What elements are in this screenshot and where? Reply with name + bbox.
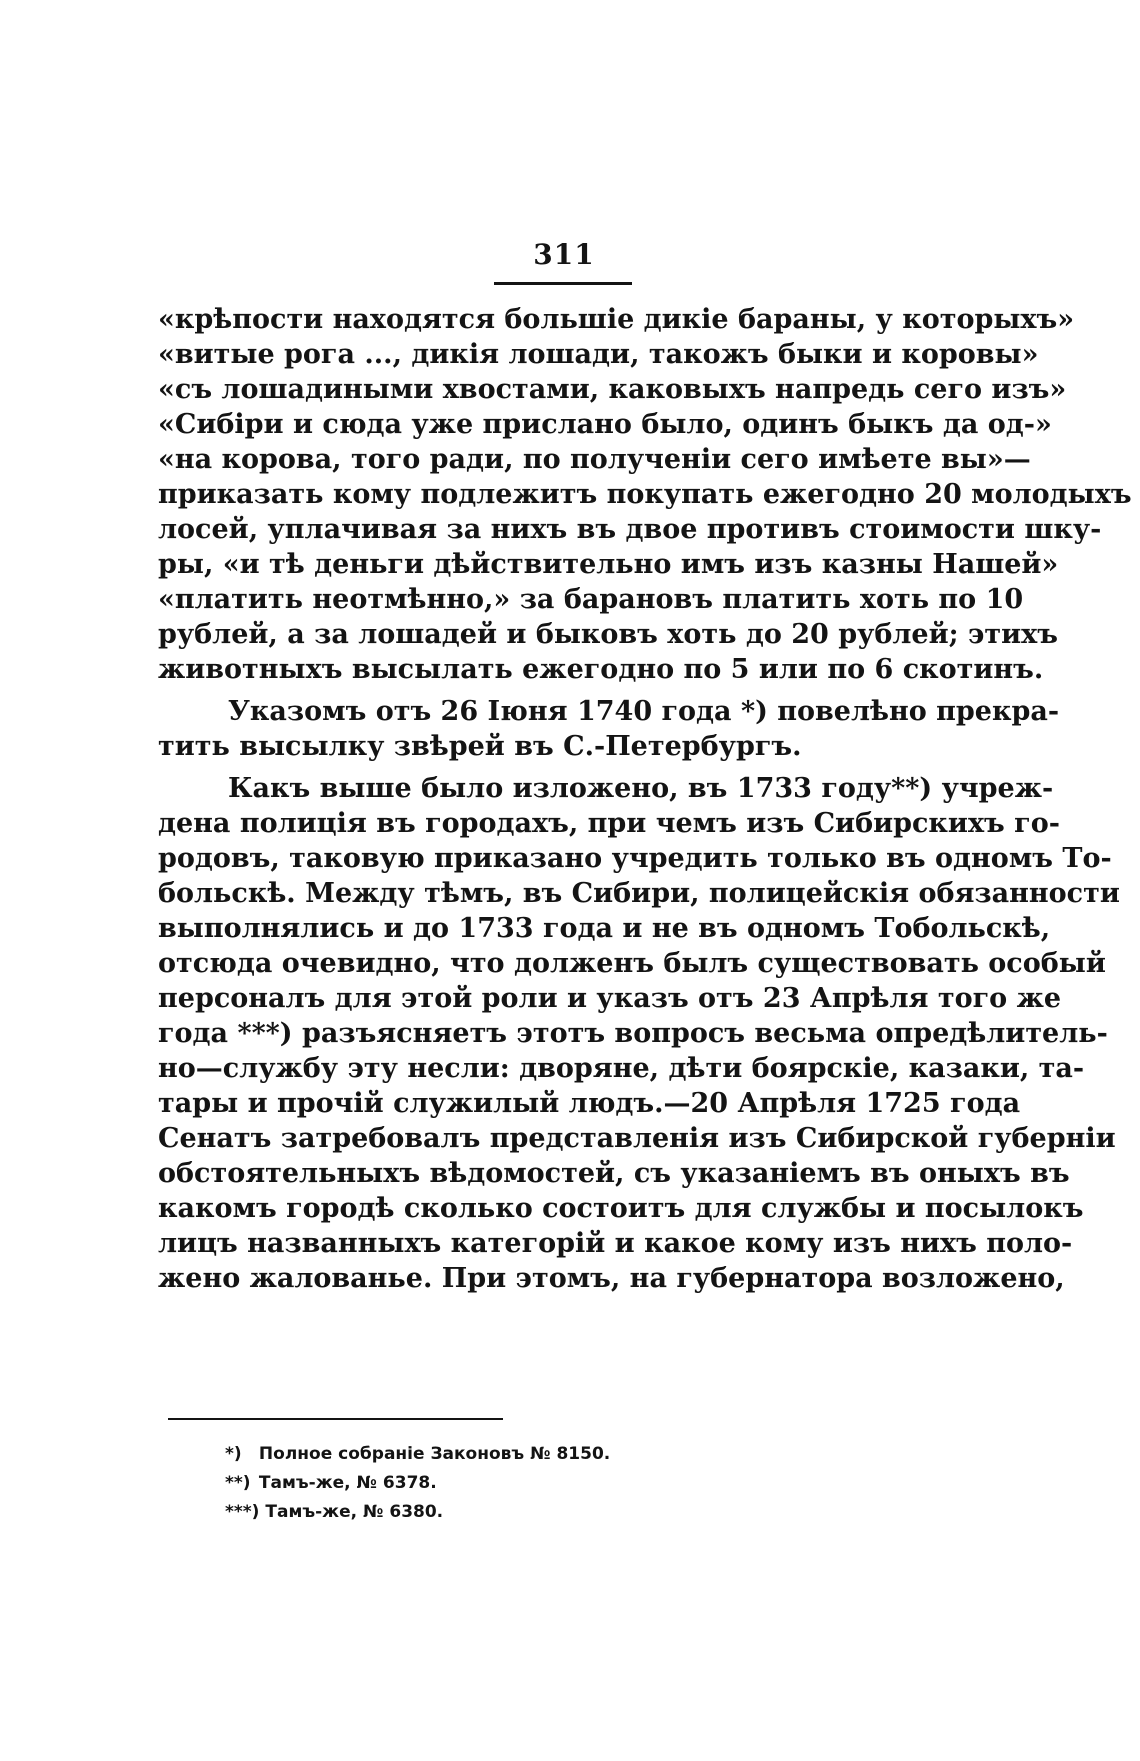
paragraph	[158, 302, 1132, 687]
page-number: 311	[533, 238, 595, 271]
text-line: «съ лошадиными хвостами, каковыхъ напредь сего изъ»	[158, 374, 1067, 405]
text-line: «платить неотмѣнно,» за барановъ платить хоть по 10	[158, 584, 1024, 615]
header-rule	[494, 282, 632, 285]
footnote-marker: ***)	[225, 1502, 260, 1522]
text-line: «на корова, того ради, по полученіи сего имѣете вы»—	[158, 444, 1031, 475]
footnote-text: Тамъ-же, № 6378.	[258, 1473, 437, 1493]
text-line: животныхъ высылать ежегодно по 5 или по 6 скотинъ.	[158, 654, 1044, 685]
text-line: «витые рога ..., дикія лошади, такожъ быки и коровы»	[158, 339, 1039, 370]
body-text	[158, 302, 1132, 1296]
text-line: тить высылку звѣрей въ С.-Петербургъ.	[158, 731, 802, 762]
text-line: рублей, а за лошадей и быковъ хоть до 20 рублей; этихъ	[158, 619, 1058, 650]
footnote	[225, 1440, 725, 1469]
footnote-marker: **)	[225, 1473, 251, 1493]
paragraph	[158, 771, 1120, 1296]
text-line: тары и прочій служилый людъ.—20 Апрѣля 1725 года	[158, 1088, 1021, 1119]
text-line: жено жалованье. При этомъ, на губернатора возложено,	[158, 1263, 1065, 1294]
text-line: больскѣ. Между тѣмъ, въ Сибири, полицейскія обязанности	[158, 878, 1120, 909]
footnote	[225, 1469, 725, 1498]
text-line: дена полиція въ городахъ, при чемъ изъ Сибирскихъ го-	[158, 808, 1060, 839]
footnote-marker: *)	[225, 1444, 242, 1464]
text-line: обстоятельныхъ вѣдомостей, съ указаніемъ въ оныхъ въ	[158, 1158, 1070, 1189]
text-line: года ***) разъясняетъ этотъ вопросъ весьма опредѣлитель-	[158, 1018, 1108, 1049]
text-line: выполнялись и до 1733 года и не въ одномъ Тобольскѣ,	[158, 913, 1051, 944]
text-line: приказать кому подлежитъ покупать ежегодно 20 молодыхъ	[158, 479, 1132, 510]
text-line: персоналъ для этой роли и указъ отъ 23 Апрѣля того же	[158, 983, 1062, 1014]
footnote-text: Полное собраніе Законовъ № 8150.	[258, 1444, 611, 1464]
text-line: Указомъ отъ 26 Іюня 1740 года *) повелѣно прекра-	[228, 696, 1060, 727]
footnote	[225, 1498, 725, 1527]
text-line: родовъ, таковую приказано учредить только въ одномъ То-	[158, 843, 1112, 874]
footnotes	[225, 1440, 725, 1527]
footnote-text: Тамъ-же, № 6380.	[265, 1502, 444, 1522]
text-line: лицъ названныхъ категорій и какое кому изъ нихъ поло-	[158, 1228, 1073, 1259]
text-line: ры, «и тѣ деньги дѣйствительно имъ изъ казны Нашей»	[158, 549, 1059, 580]
text-line: «Сибіри и сюда уже прислано было, одинъ быкъ да од-»	[158, 409, 1052, 440]
footnote-rule	[168, 1418, 503, 1420]
paragraph	[158, 694, 1060, 764]
text-line: но—службу эту несли: дворяне, дѣти боярскіе, казаки, та-	[158, 1053, 1085, 1084]
text-line: отсюда очевидно, что долженъ былъ существовать особый	[158, 948, 1106, 979]
text-line: «крѣпости находятся большіе дикіе бараны, у которыхъ»	[158, 304, 1075, 335]
text-line: лосей, уплачивая за нихъ въ двое противъ стоимости шку-	[158, 514, 1102, 545]
text-line: Сенатъ затребовалъ представленія изъ Сибирской губерніи	[158, 1123, 1116, 1154]
text-line: Какъ выше было изложено, въ 1733 году**) учреж-	[228, 773, 1054, 804]
text-line: какомъ городѣ сколько состоитъ для службы и посылокъ	[158, 1193, 1084, 1224]
